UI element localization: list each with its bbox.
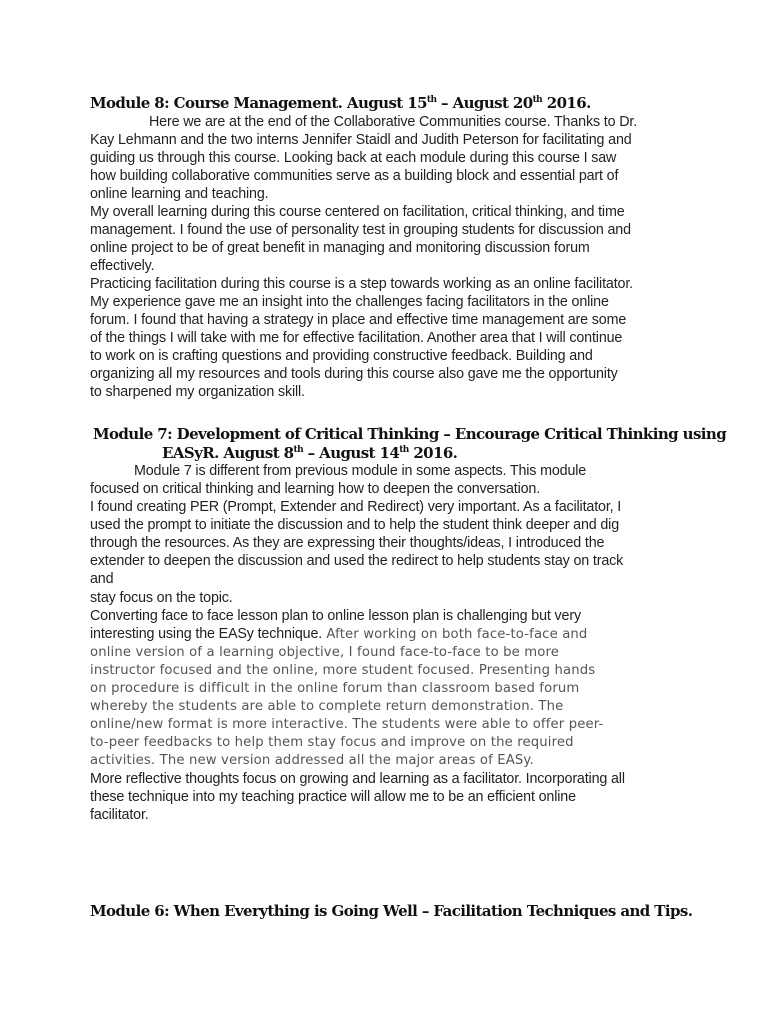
module-8-title-sup-2: th bbox=[532, 95, 543, 105]
module-8-line: online learning and teaching. bbox=[90, 186, 269, 202]
module-8-line: organizing all my resources and tools during this course also gave me the opportunity bbox=[90, 366, 618, 382]
module-8-title-prefix: Module 8: Course Management. August 15 bbox=[90, 94, 427, 112]
module-7-title-prefix: EASyR. August 8 bbox=[162, 444, 294, 462]
module-7-line: Converting face to face lesson plan to online lesson plan is challenging but very bbox=[90, 608, 581, 624]
module-7-line: used the prompt to initiate the discussion and to help the student think deeper and dig bbox=[90, 517, 620, 533]
module-8-title-sup-1: th bbox=[426, 95, 437, 105]
module-7-gray-line: activities. The new version addressed all the major areas of EASy. bbox=[90, 753, 534, 768]
module-8-line: how building collaborative communities serve as a building block and essential part of bbox=[90, 168, 619, 184]
module-7-gray-line: online/new format is more interactive. The students were able to offer peer- bbox=[90, 717, 604, 732]
module-6-heading bbox=[90, 902, 692, 920]
module-7-gray-line: instructor focused and the online, more student focused. Presenting hands bbox=[90, 663, 596, 678]
module-8-line: of the things I will take with me for effective facilitation. Another area that I will continue bbox=[90, 330, 623, 346]
module-8-line: Practicing facilitation during this course is a step towards working as an online facilitator. bbox=[90, 276, 633, 292]
module-8-line: forum. I found that having a strategy in place and effective time management are some bbox=[90, 312, 627, 328]
module-7-title-sup-2: th bbox=[399, 445, 409, 455]
module-8-line: effectively. bbox=[90, 258, 155, 274]
module-7-line: focused on critical thinking and learning how to deepen the conversation. bbox=[90, 481, 541, 497]
module-7-closing-line: More reflective thoughts focus on growing and learning as a facilitator. Incorporating all bbox=[90, 771, 625, 787]
module-8-line: to sharpened my organization skill. bbox=[90, 384, 305, 400]
module-7-gray-line: whereby the students are able to complete return demonstration. The bbox=[90, 699, 564, 714]
module-7-line: through the resources. As they are expressing their thoughts/ideas, I introduced the bbox=[90, 535, 605, 551]
module-8-line: management. I found the use of personality test in grouping students for discussion and bbox=[90, 222, 631, 238]
module-7-heading-line-1 bbox=[93, 425, 726, 443]
module-7-mixed-gray: After working on both face-to-face and bbox=[322, 627, 588, 642]
module-7-gray-line: online version of a learning objective, I found face-to-face to be more bbox=[90, 645, 560, 660]
module-8-line: Kay Lehmann and the two interns Jennifer Staidl and Judith Peterson for facilitating and bbox=[90, 132, 632, 148]
module-7-line: and bbox=[90, 571, 114, 587]
module-7-mixed-line bbox=[90, 626, 587, 642]
module-8-line: My overall learning during this course centered on facilitation, critical thinking, and time bbox=[90, 204, 625, 220]
module-7-title-mid: – August 14 bbox=[303, 444, 400, 462]
module-8-line: My experience gave me an insight into the challenges facing facilitators in the online bbox=[90, 294, 609, 310]
module-7-line: I found creating PER (Prompt, Extender and Redirect) very important. As a facilitator, I bbox=[90, 499, 622, 515]
module-7-line: extender to deepen the discussion and used the redirect to help students stay on track bbox=[90, 553, 624, 569]
module-8-heading bbox=[90, 94, 591, 112]
module-6-title: Module 6: When Everything is Going Well – Facilitation Techniques and Tips. bbox=[90, 902, 693, 920]
module-8-line: Here we are at the end of the Collaborative Communities course. Thanks to Dr. bbox=[149, 114, 638, 130]
module-8-line: to work on is crafting questions and providing constructive feedback. Building and bbox=[90, 348, 593, 364]
module-7-title-suffix: 2016. bbox=[408, 444, 458, 462]
module-7-mixed-black: interesting using the EASy technique. bbox=[90, 626, 323, 642]
module-7-title-sup-1: th bbox=[293, 445, 304, 455]
module-7-closing-line: facilitator. bbox=[90, 807, 149, 823]
module-7-line: Module 7 is different from previous module in some aspects. This module bbox=[134, 463, 587, 479]
module-8-title-mid: – August 20 bbox=[436, 94, 533, 112]
module-7-closing-line: these technique into my teaching practice will allow me to be an efficient online bbox=[90, 789, 576, 805]
module-7-gray-line: to-peer feedbacks to help them stay focus and improve on the required bbox=[90, 735, 574, 750]
module-8-line: online project to be of great benefit in managing and monitoring discussion forum bbox=[90, 240, 590, 256]
module-7-line: stay focus on the topic. bbox=[90, 590, 233, 606]
module-7-heading-line-2 bbox=[162, 444, 457, 462]
module-8-title-suffix: 2016. bbox=[542, 94, 591, 112]
module-7-gray-line: on procedure is difficult in the online forum than classroom based forum bbox=[90, 681, 580, 696]
module-7-title-line-1: Module 7: Development of Critical Thinking – Encourage Critical Thinking using bbox=[93, 425, 727, 443]
module-8-line: guiding us through this course. Looking back at each module during this course I saw bbox=[90, 150, 617, 166]
